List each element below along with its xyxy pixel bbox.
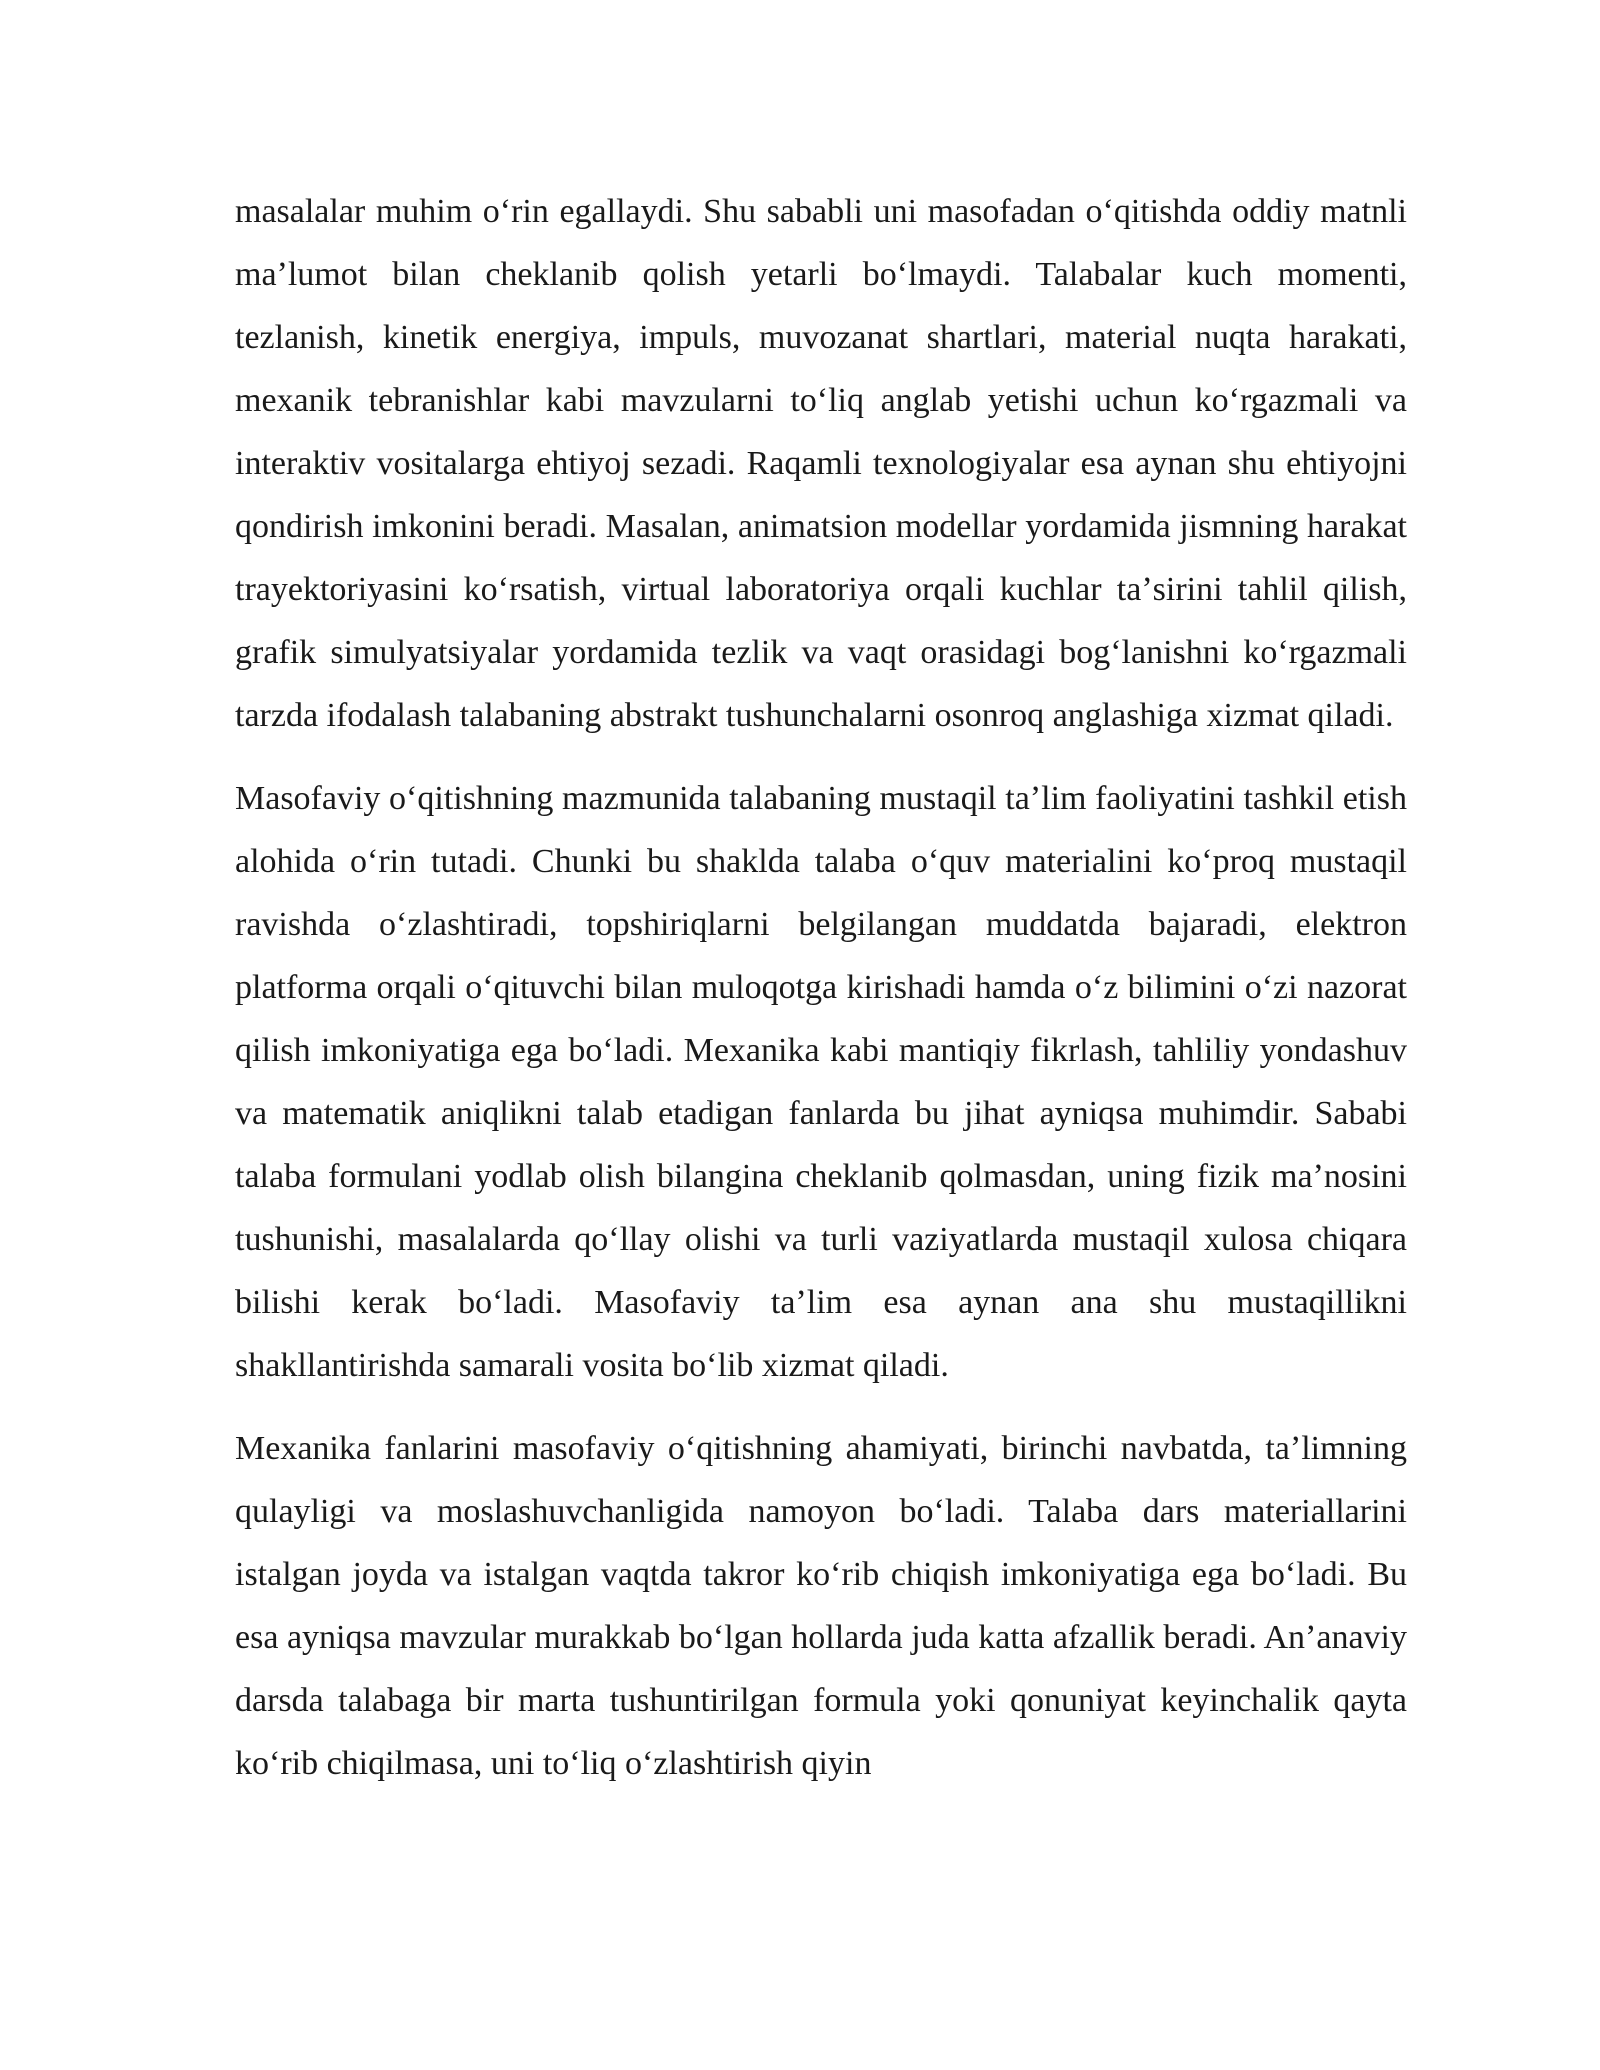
paragraph-3: Mexanika fanlarini masofaviy oʻqitishning ahamiyati, birinchi navbatda, taʼlimning qulayligi va moslashuvchanligida namoyon boʻladi. Talaba dars materiallarini istalgan joyda va istalgan vaqtda takror koʻrib chiqish imkoniyatiga ega boʻladi. Bu esa ayniqsa mavzular murakkab boʻlgan hollarda juda katta afzallik beradi. Anʼanaviy darsda talabaga bir marta tushuntirilgan formula yoki qonuniyat keyinchalik qayta koʻrib chiqilmasa, uni toʻliq oʻzlashtirish qiyin [235, 1430, 1407, 1782]
document-body [235, 180, 1407, 1858]
paragraph-2: Masofaviy oʻqitishning mazmunida talabaning mustaqil taʼlim faoliyatini tashkil etish alohida oʻrin tutadi. Chunki bu shaklda talaba oʻquv materialini koʻproq mustaqil ravishda oʻzlashtiradi, topshiriqlarni belgilangan muddatda bajaradi, elektron platforma orqali oʻqituvchi bilan muloqotga kirishadi hamda oʻz bilimini oʻzi nazorat qilish imkoniyatiga ega boʻladi. Mexanika kabi mantiqiy fikrlash, tahliliy yondashuv va matematik aniqlikni talab etadigan fanlarda bu jihat ayniqsa muhimdir. Sababi talaba formulani yodlab olish bilangina cheklanib qolmasdan, uning fizik maʼnosini tushunishi, masalalarda qoʻllay olishi va turli vaziyatlarda mustaqil xulosa chiqara bilishi kerak boʻladi. Masofaviy taʼlim esa aynan ana shu mustaqillikni shakllantirishda samarali vosita boʻlib xizmat qiladi. [235, 780, 1407, 1384]
paragraph-1: masalalar muhim oʻrin egallaydi. Shu sababli uni masofadan oʻqitishda oddiy matnli maʼlumot bilan cheklanib qolish yetarli boʻlmaydi. Talabalar kuch momenti, tezlanish, kinetik energiya, impuls, muvozanat shartlari, material nuqta harakati, mexanik tebranishlar kabi mavzularni toʻliq anglab yetishi uchun koʻrgazmali va interaktiv vositalarga ehtiyoj sezadi. Raqamli texnologiyalar esa aynan shu ehtiyojni qondirish imkonini beradi. Masalan, animatsion modellar yordamida jismning harakat trayektoriyasini koʻrsatish, virtual laboratoriya orqali kuchlar taʼsirini tahlil qilish, grafik simulyatsiyalar yordamida tezlik va vaqt orasidagi bogʻlanishni koʻrgazmali tarzda ifodalash talabaning abstrakt tushunchalarni osonroq anglashiga xizmat qiladi. [235, 193, 1407, 734]
